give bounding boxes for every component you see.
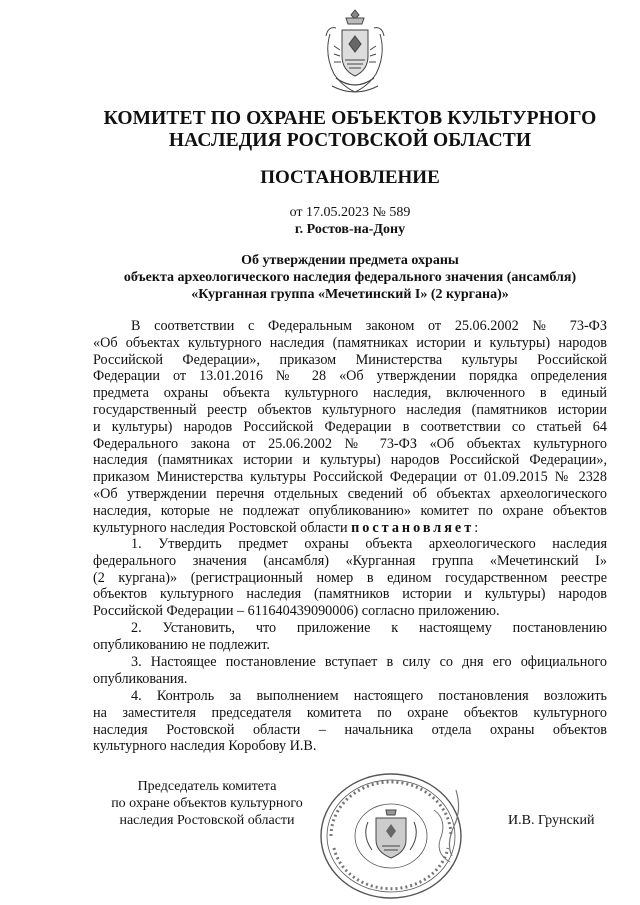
decree-item-4 xyxy=(93,688,607,755)
decree-colon: : xyxy=(474,519,479,536)
item-line: 1. Утвердить предмет охраны объекта археологического наследия xyxy=(131,536,607,552)
signatory-title xyxy=(92,778,322,829)
signatory-title-line-3: наследия Ростовской области xyxy=(119,813,295,828)
preamble-last-text: культурного наследия Ростовской области xyxy=(93,519,348,536)
coat-of-arms-icon xyxy=(322,6,388,98)
official-seal-icon xyxy=(316,770,466,902)
preamble-last-line xyxy=(93,520,607,537)
city: г. Ростов-на-Дону xyxy=(294,222,406,237)
preamble-line: Федерации от 13.01.2016 № 28 «Об утверждении порядка определения xyxy=(93,368,607,385)
preamble-line: Федерального закона от 25.06.2002 № 73-ФЗ «Об объектах культурного xyxy=(93,435,607,452)
item-line: на заместителя председателя комитета по охране объектов культурного xyxy=(93,704,607,721)
preamble-line: предмета охраны объекта культурного наследия, включенного в единый xyxy=(93,385,607,402)
item-line: наследия Ростовской области – начальника отдела охраны объектов xyxy=(93,721,607,738)
item-line: (2 кургана)» (регистрационный номер в едином государственном реестре xyxy=(93,569,607,586)
preamble-paragraph xyxy=(93,318,607,536)
item-line: 3. Настоящее постановление вступает в силу со дня его официального xyxy=(131,654,607,670)
preamble-line: Российской Федерации», приказом Министерства культуры Российской xyxy=(93,351,607,368)
org-line-1: КОМИТЕТ ПО ОХРАНЕ ОБЪЕКТОВ КУЛЬТУРНОГО xyxy=(103,108,597,129)
decree-item-2 xyxy=(93,620,607,654)
org-line-2: НАСЛЕДИЯ РОСТОВСКОЙ ОБЛАСТИ xyxy=(168,130,532,151)
subject-line-2: объекта археологического наследия федерального значения (ансамбля) xyxy=(123,270,577,285)
subject-line-1: Об утверждении предмета охраны xyxy=(241,253,459,268)
preamble-line: и культуры) народов Российской Федерации в соответствии со статьей 64 xyxy=(93,418,607,435)
signatory-name: И.В. Грунский xyxy=(508,813,595,828)
document-type: ПОСТАНОВЛЕНИЕ xyxy=(260,167,440,188)
decree-item-3 xyxy=(93,654,607,688)
decree-item-1 xyxy=(93,536,607,620)
signatory-title-line-2: по охране объектов культурного xyxy=(111,796,303,811)
preamble-line: В соответствии с Федеральным законом от 25.06.2002 № 73-ФЗ xyxy=(131,318,607,334)
preamble-line: приказом Министерства культуры Российской Федерации от 01.09.2015 № 2328 xyxy=(93,469,607,486)
document-subject xyxy=(90,252,610,303)
item-line: 4. Контроль за выполнением настоящего постановления возложить xyxy=(131,688,607,704)
organization-name xyxy=(100,108,600,152)
item-last-line: опубликованию не подлежит. xyxy=(93,636,270,653)
preamble-line: наследия (памятниках истории и культуры) народов Российской Федерации», xyxy=(93,452,607,469)
preamble-line: «Об объектах культурного наследия (памятниках истории и культуры) народов xyxy=(93,334,607,351)
date-number: от 17.05.2023 № 589 xyxy=(289,205,411,220)
item-last-line: опубликования. xyxy=(93,670,188,687)
preamble-line: «Об утверждении перечня отдельных сведений об объектах археологического xyxy=(93,485,607,502)
item-last-line: Российской Федерации – 611640439090006) согласно приложению. xyxy=(93,603,500,620)
decree-word: постановляет xyxy=(351,519,475,536)
item-line: федерального значения (ансамбля) «Курганная группа «Мечетинский I» xyxy=(93,552,607,569)
item-last-line: культурного наследия Коробову И.В. xyxy=(93,738,317,755)
preamble-line: наследия, которые не подлежат опубликованию» комитет по охране объектов xyxy=(93,502,607,519)
item-line: 2. Установить, что приложение к настоящему постановлению xyxy=(131,620,607,636)
signatory-title-line-1: Председатель комитета xyxy=(137,779,277,794)
preamble-line: государственный реестр объектов культурного наследия (памятников истории xyxy=(93,401,607,418)
item-line: объектов культурного наследия (памятников истории и культуры) народов xyxy=(93,586,607,603)
subject-line-3: «Курганная группа «Мечетинский I» (2 кургана)» xyxy=(191,287,509,302)
